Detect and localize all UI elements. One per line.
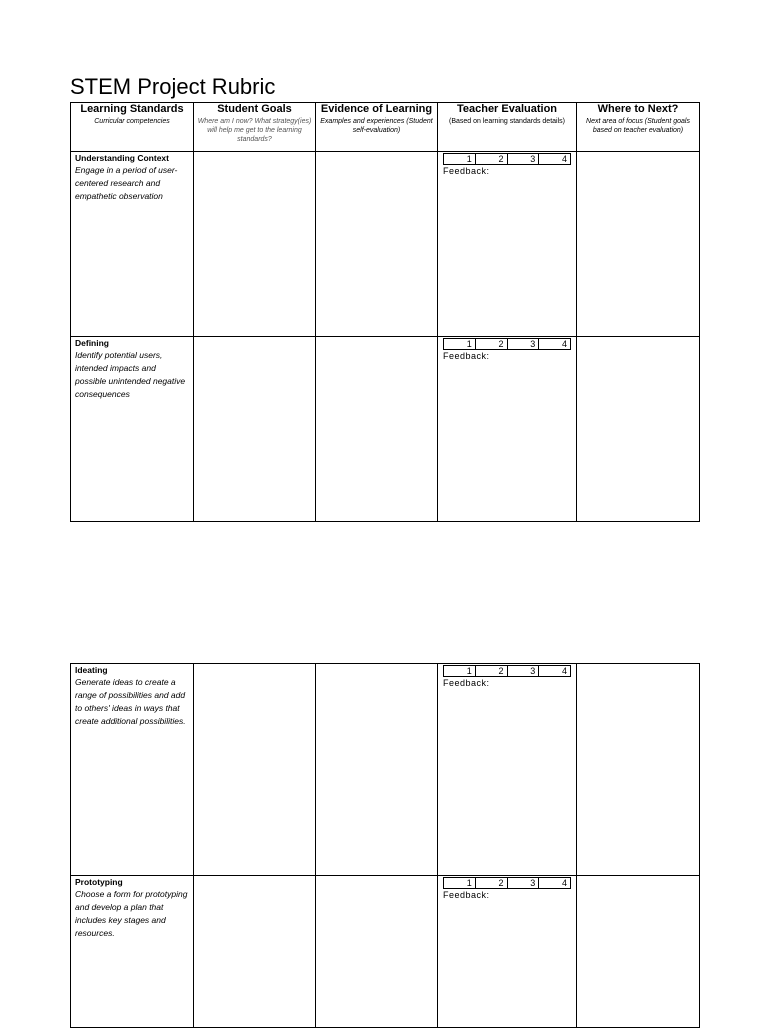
standard-name: Understanding Context [75, 153, 169, 163]
feedback-label: Feedback: [443, 166, 490, 176]
standard-cell [71, 664, 194, 876]
evidence-cell[interactable] [316, 664, 438, 876]
table-row [71, 664, 700, 876]
standard-name: Prototyping [75, 877, 123, 887]
header-teacher-evaluation [438, 103, 577, 152]
teacher-evaluation-cell [438, 664, 577, 876]
header-subtitle: Where am I now? What strategy(ies) will help me get to the learning standards? [197, 118, 312, 143]
teacher-evaluation-cell [438, 337, 577, 522]
rating-option-3[interactable]: 3 [508, 339, 540, 349]
standard-description: Identify potential users, intended impacts and possible unintended negative consequences [75, 350, 186, 399]
header-student-goals [194, 103, 316, 152]
table-row [71, 876, 700, 1028]
header-where-next [577, 103, 700, 152]
header-title: Where to Next? [597, 103, 679, 115]
header-title: Learning Standards [80, 103, 184, 115]
header-subtitle: Examples and experiences (Student self-evaluation) [320, 118, 433, 134]
evidence-cell[interactable] [316, 876, 438, 1028]
student-goals-cell[interactable] [194, 152, 316, 337]
student-goals-cell[interactable] [194, 337, 316, 522]
teacher-evaluation-cell [438, 876, 577, 1028]
rating-option-4[interactable]: 4 [561, 878, 567, 888]
header-evidence [316, 103, 438, 152]
header-subtitle: Next area of focus (Student goals based on teacher evaluation) [586, 118, 690, 134]
evidence-cell[interactable] [316, 337, 438, 522]
standard-cell [71, 152, 194, 337]
rating-scale [443, 877, 571, 889]
standard-description: Engage in a period of user-centered research and empathetic observation [75, 165, 178, 201]
table-row [71, 337, 700, 522]
rubric-table-top [70, 102, 700, 522]
where-next-cell[interactable] [577, 876, 700, 1028]
where-next-cell[interactable] [577, 664, 700, 876]
header-row [71, 103, 700, 152]
rating-option-3[interactable]: 3 [508, 878, 540, 888]
rating-scale [443, 665, 571, 677]
feedback-label: Feedback: [443, 351, 490, 361]
rating-option-3[interactable]: 3 [508, 666, 540, 676]
standard-description: Generate ideas to create a range of possibilities and add to others' ideas in ways that create additional possibilities. [75, 677, 186, 726]
standard-cell [71, 337, 194, 522]
evidence-cell[interactable] [316, 152, 438, 337]
rating-option-4[interactable]: 4 [561, 339, 567, 349]
header-title: Teacher Evaluation [456, 103, 558, 115]
rating-option-4[interactable]: 4 [561, 666, 567, 676]
rating-option-1[interactable]: 1 [444, 666, 476, 676]
rating-option-2[interactable]: 2 [476, 339, 508, 349]
standard-description: Choose a form for prototyping and develop a plan that includes key stages and resources. [75, 889, 188, 938]
header-learning-standards [71, 103, 194, 152]
feedback-label: Feedback: [443, 678, 490, 688]
rating-option-4[interactable]: 4 [561, 154, 567, 164]
rating-option-2[interactable]: 2 [476, 154, 508, 164]
header-title: Student Goals [217, 103, 292, 115]
rating-option-1[interactable]: 1 [444, 878, 476, 888]
header-subtitle: (Based on learning standards details) [449, 118, 565, 125]
page-title: STEM Project Rubric [70, 74, 276, 99]
header-title: Evidence of Learning [320, 103, 433, 115]
rubric-table-bottom [70, 663, 700, 1028]
feedback-label: Feedback: [443, 890, 490, 900]
rating-option-1[interactable]: 1 [444, 339, 476, 349]
standard-name: Defining [75, 338, 109, 348]
rating-scale [443, 338, 571, 350]
rating-scale [443, 153, 571, 165]
rating-option-2[interactable]: 2 [476, 666, 508, 676]
rating-option-3[interactable]: 3 [508, 154, 540, 164]
standard-name: Ideating [75, 665, 108, 675]
where-next-cell[interactable] [577, 337, 700, 522]
header-subtitle: Curricular competencies [94, 118, 170, 125]
rating-option-1[interactable]: 1 [444, 154, 476, 164]
table-row [71, 152, 700, 337]
teacher-evaluation-cell [438, 152, 577, 337]
rating-option-2[interactable]: 2 [476, 878, 508, 888]
where-next-cell[interactable] [577, 152, 700, 337]
student-goals-cell[interactable] [194, 664, 316, 876]
standard-cell [71, 876, 194, 1028]
student-goals-cell[interactable] [194, 876, 316, 1028]
